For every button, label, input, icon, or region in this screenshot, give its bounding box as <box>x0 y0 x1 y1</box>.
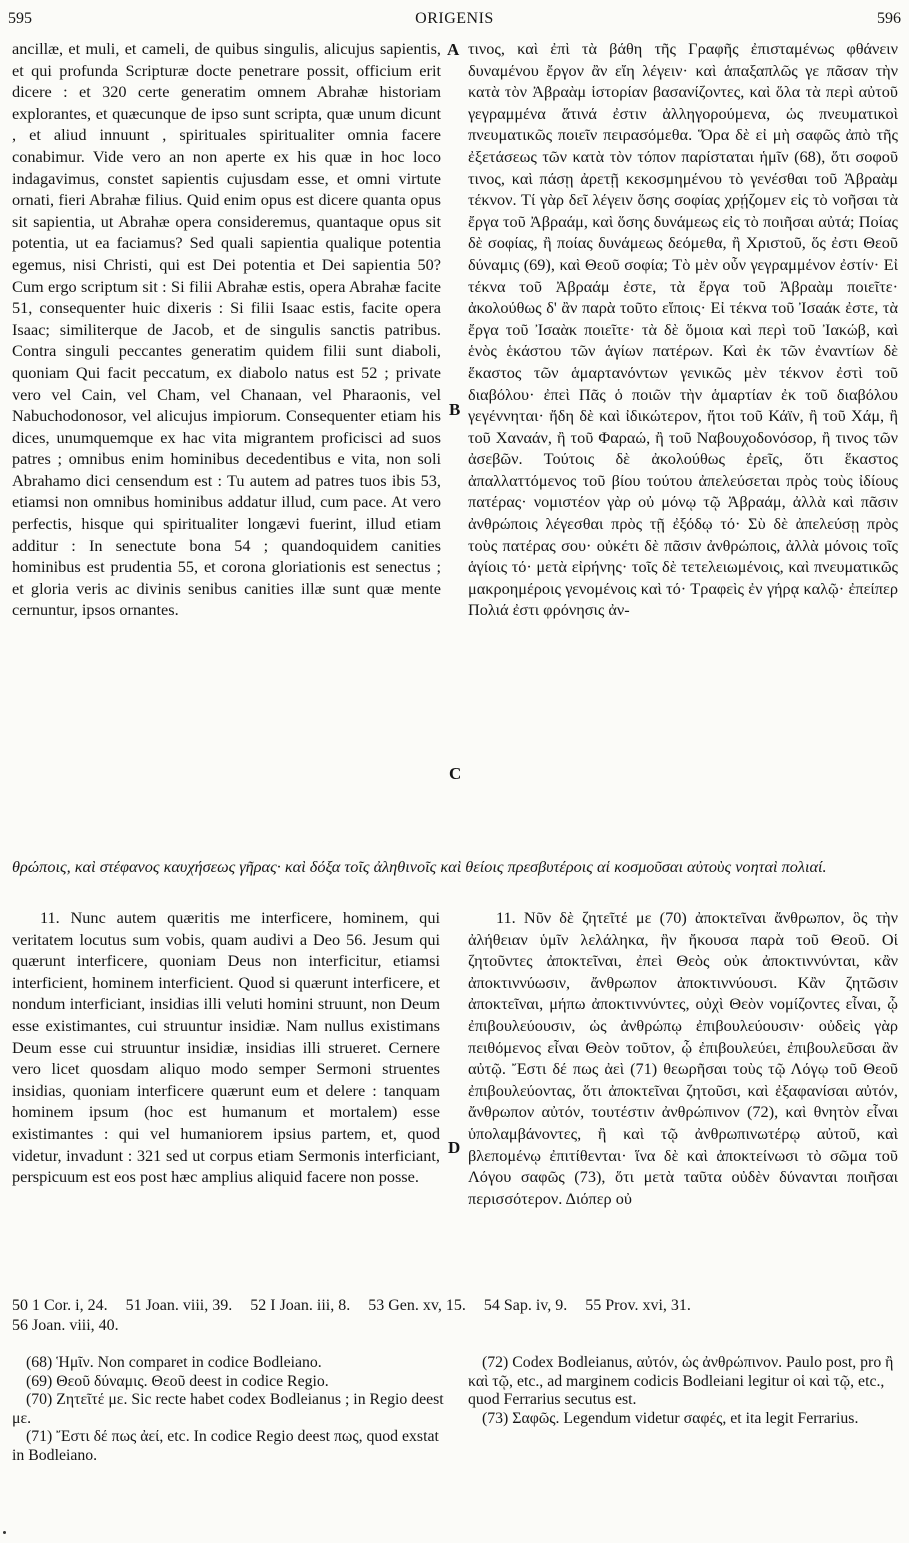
footnote: (68) Ἡμῖν. Non comparet in codice Bodleiano. <box>26 1354 322 1371</box>
footnote: (73) Σαφῶς. Legendum videtur σαφές, et ita legit Ferrarius. <box>482 1409 859 1427</box>
page-header <box>8 10 901 32</box>
margin-letter-b: B <box>449 400 461 419</box>
footnotes-left <box>12 1354 444 1466</box>
greek-text-upper: τινος, καὶ ἐπὶ τὰ βάθη τῆς Γραφῆς ἐπισταμένως φθάνειν δυναμένου ἔργον ἂν εἴη λέγειν· καὶ ἁπαξαπλῶς γε πᾶσαν τὴν κατὰ τὸν Ἀβραὰμ ἱστορίαν βασανίζοντες, καὶ ὅλα τὰ περὶ αὐτοῦ γεγραμμένα ἅτινά ἐστιν ἀλληγορούμενα, ὡς πνευματικοὶ πνευματικῶς ποιεῖν πειρασόμεθα. Ὅρα δὲ εἰ μὴ σαφῶς ἀπὸ τῆς ἐξετάσεως τῶν κατὰ τὸν τόπον παρίσταται ἡμῖν (68), ὅτι σοφοῦ τινος, καὶ πάσῃ ἀρετῇ κεκοσμημένου τὸ γενέσθαι τοῦ Ἀβραὰμ τέκνον. Τί γὰρ δεῖ λέγειν ὅσης σοφίας χρῄζομεν εἰς τὸ νοῆσαι τὰ ἔργα τοῦ Ἀβραάμ, καὶ ὅσης δυνάμεως εἰς τὸ ποιῆσαι αὐτά; Ποίας δὲ σοφίας, ἢ ποίας δυνάμεως δεόμεθα, ἢ Χριστοῦ, ὅς ἐστι Θεοῦ δύναμις (69), καὶ Θεοῦ σοφία; Τὸ μὲν οὖν γεγραμμένον ἐστίν· Εἰ τέκνα τοῦ Ἀβραάμ ἐστε, τὰ ἔργα τοῦ Ἀβραὰμ ποιεῖτε· ἀκολούθως δ' ἂν παρὰ τοῦτο εἴποις· Εἰ τέκνα τοῦ Ἰσαάκ ἐστε, τὰ ἔργα τοῦ Ἰσαὰκ ποιεῖτε· τὰ δὲ ὅμοια καὶ περὶ τοῦ Ἰακώβ, καὶ ἑνὸς ἑκάστου τῶν ἁγίων πατέρων. Καὶ ἐκ τῶν ἐναντίων δὲ ἕκαστος τῶν ἁμαρτανόντων γενικῶς μὲν τέκνον ἐστὶ τοῦ διαβόλου· ἐπεὶ Πᾶς ὁ ποιῶν τὴν ἁμαρτίαν ἐκ τοῦ διαβόλου γεγέννηται· ἤδη δὲ καὶ ἰδικώτερον, ἤτοι τοῦ Κάϊν, ἢ τοῦ Χάμ, ἢ τοῦ Χαναάν, ἢ τοῦ Φαραώ, ἢ τοῦ Ναβουχοδονόσορ, ἢ τινος τῶν ἀσεβῶν. Τούτοις δὲ ἀκολούθως ἐρεῖς, ὅτι ἕκαστος ἀπαλλαττόμενος τοῦ βίου τούτου ἀπελεύσεται πρὸς τοὺς ἰδίους πατέρας· νομιστέον γὰρ οὐ μόνῳ τῷ Ἀβραάμ, ἀλλὰ καὶ πᾶσιν ἀνθρώποις λέγεσθαι πρὸς τῇ ἐξόδῳ τό· Σὺ δὲ ἀπελεύσῃ πρὸς τοὺς πατέρας σου· οὐκέτι δὲ πᾶσιν ἀνθρώποις, ἀλλὰ μόνοις τοῖς ἁγίοις τό· μετὰ εἰρήνης· τοῖς δὲ τετελειωμένοις, καὶ πνευματικῶς μακροημέροις γενομένοις καὶ τό· Τραφεὶς ἐν γήρᾳ καλῷ· ἐπείπερ Πολιά ἐστι φρόνησις ἀν- <box>468 39 898 620</box>
latin-column-upper <box>12 38 441 621</box>
footnotes-right <box>468 1354 898 1428</box>
reference-item: 54 Sap. iv, 9. <box>483 1297 568 1314</box>
footnote: (69) Θεοῦ δύναμις. Θεοῦ deest in codice Regio. <box>26 1372 329 1390</box>
greek-column-lower <box>468 907 898 1209</box>
greek-text-wide: θρώποις, καὶ στέφανος καυχήσεως γῆρας· καὶ δόξα τοῖς ἀληθινοῖς καὶ θείοις πρεσβυτέροις αἱ κοσμοῦσαι αὐτοὺς νοηταὶ πολιαί. <box>12 857 827 876</box>
footnote: (71) Ἔστι δέ πως ἀεί, etc. In codice Regio deest πως, quod exstat in Bodleiano. <box>12 1428 439 1464</box>
latin-text-upper: ancillæ, et muli, et cameli, de quibus singulis, alicujus sapientis, et qui profunda Scripturæ docte penetrare possit, officium erit dicere : et 320 certe generatim omnem Abrahæ historiam explorantes, et quæcunque de ipso sunt scripta, quæ unum dicunt , et aliud innuunt , spirituales spiritualiter omnia facere conabimur. Vide vero an non aperte ex his quæ in hoc loco indagavimus, constet sapientis cujusdam esse, et omni virtute ornati, fieri Abrahæ filius. Quid enim opus est dicere quanta opus sit sapientia, ut Abrahæ opera consideremus, quantaque opus sit potentia, ut ea faciamus? Sed quali sapientia qualique potentia egemus, nisi Christi, qui est Dei potentia et Dei sapientia 50? Cum ergo scriptum sit : Si filii Abrahæ estis, opera Abrahæ facite 51, consequenter huic dixeris : Si filii Isaac estis, facite opera Isaac; similiterque de Jacob, et de singulis sanctis patribus. Contra singuli peccantes generatim quidem filii sunt diaboli, quoniam Qui facit peccatum, ex diabolo natus est 52 ; private vero vel Cain, vel Cham, vel Chanaan, vel Pharaonis, vel Nabuchodonosor, vel alicujus impiorum. Consequenter etiam his dices, unumquemque ex hac vita migrantem proficisci ad suos patres ; omnibus enim hominibus decedentibus e vita, non soli Abrahamo dici censendum est : Tu autem ad patres tuos ibis 53, etiamsi non omnibus hominibus addatur illud, cum pace. At vero perfectis, hisque qui spiritualiter longævi fuerint, illud etiam additur : In senectute bona 54 ; quandoquidem canities hominibus est prudentia 55, et corona gloriationis est senectus ; et gloria veris ac divinis senibus canities illæ sunt quæ mente cernuntur, ipsos ornantes. <box>12 39 441 620</box>
page-number-left: 595 <box>8 10 32 27</box>
reference-item: 52 I Joan. iii, 8. <box>250 1297 351 1314</box>
scripture-references <box>12 1296 898 1336</box>
margin-letter-a: A <box>447 40 460 59</box>
greek-text-lower: 11. Νῦν δὲ ζητεῖτέ με (70) ἀποκτεῖναι ἄνθρωπον, ὃς τὴν ἀλήθειαν ὑμῖν λελάληκα, ἣν ἤκουσα παρὰ τοῦ Θεοῦ. Οἱ ζητοῦντες ἀποκτεῖναι, ἐπεὶ Θεὸς οὐκ ἀποκτιννύνται, κἂν ἀποκτιννύωσιν, ἄνθρωπον ἀποκτιννύουσι. Κἂν ζητῶσιν ἀποκτεῖναι, μήπω ἀποκτιννύντες, οὐχὶ Θεὸν νομίζοντες εἶναι, ᾧ ἐπιβουλεύουσιν, ὡς ἀνθρώπῳ ἐπιβουλεύουσιν· οὐδεὶς γὰρ πειθόμενος εἶναι Θεὸν τοῦτον, ᾧ ἐπιβουλεύει, ἐπιβουλεῦσαι ἂν αὐτῷ. Ἔστι δέ πως ἀεὶ (71) θεωρῆσαι τοὺς τῷ Λόγῳ τοῦ Θεοῦ ἐπιβουλεύοντας, ὅτι ἀποκτεῖναι ζητοῦσι, καὶ ἐξαφανίσαι αὐτόν, ἄνθρωπον αὐτόν, τουτέστιν ἀνθρώπινον (72), καὶ θνητὸν εἶναι ὑπολαμβάνοντες, ἢ καὶ τῷ ἀνθρωπινωτέρῳ αὐτοῦ, καὶ βλεπομένῳ ἐπιτίθενται· ἵνα δὲ καὶ ἀποκτείνωσι τὸ σῶμα τοῦ Λόγου σαφῶς (73), ὅτι μετὰ ταῦτα οὐδὲν δύνανται ποιῆσαι περισσότερον. Διόπερ οὐ <box>468 908 898 1208</box>
running-title: ORIGENIS <box>415 10 494 27</box>
latin-text-lower: 11. Nunc autem quæritis me interficere, hominem, qui veritatem locutus sum vobis, quam audivi a Deo 56. Jesum qui quærunt interficere, quoniam Deus non interficitur, etiamsi interficient, hominem interficient. Quod si quærunt interficere, et nondum interficiant, insidias illi veluti homini struunt, non Deum esse existimantes, cui struuntur insidiæ. Nam nullus existimans Deum esse cui struuntur insidiæ, insidias illi strueret. Cernere vero licet quosdam aliquo modo semper Sermoni struentes insidias, quoniam interficere quærunt eum et delere : tanquam hominem ipsum (hoc est humanum et mortalem) esse existimantes : qui vel humaniorem ipsius partem, et, quod videtur, invadunt : 321 sed ut corpus etiam Sermonis interficiant, perspicuum est eos post hæc amplius aliquid facere non posse. <box>12 908 440 1187</box>
footnote: (70) Ζητεῖτέ με. Sic recte habet codex Bodleianus ; in Regio deest με. <box>12 1391 444 1427</box>
reference-item: 51 Joan. viii, 39. <box>125 1297 233 1314</box>
latin-column-lower <box>12 907 440 1188</box>
greek-full-width-line <box>12 856 898 878</box>
reference-item: 56 Joan. viii, 40. <box>12 1317 119 1334</box>
reference-item: 53 Gen. xv, 15. <box>368 1297 466 1314</box>
greek-column-upper <box>468 38 898 621</box>
footnote: (72) Codex Bodleianus, αὐτόν, ὡς ἀνθρώπινον. Paulo post, pro ἢ καὶ τῷ, etc., ad marginem codicis Bodleiani legitur οἱ καὶ τῷ, etc., quod Ferrarius secutus est. <box>468 1354 894 1409</box>
margin-letter-c: C <box>449 764 462 783</box>
margin-letter-d: D <box>448 1138 461 1157</box>
ink-speck <box>3 1531 6 1534</box>
page-number-right: 596 <box>877 10 901 27</box>
reference-item: 50 1 Cor. i, 24. <box>12 1297 108 1314</box>
reference-item: 55 Prov. xvi, 31. <box>585 1297 691 1314</box>
